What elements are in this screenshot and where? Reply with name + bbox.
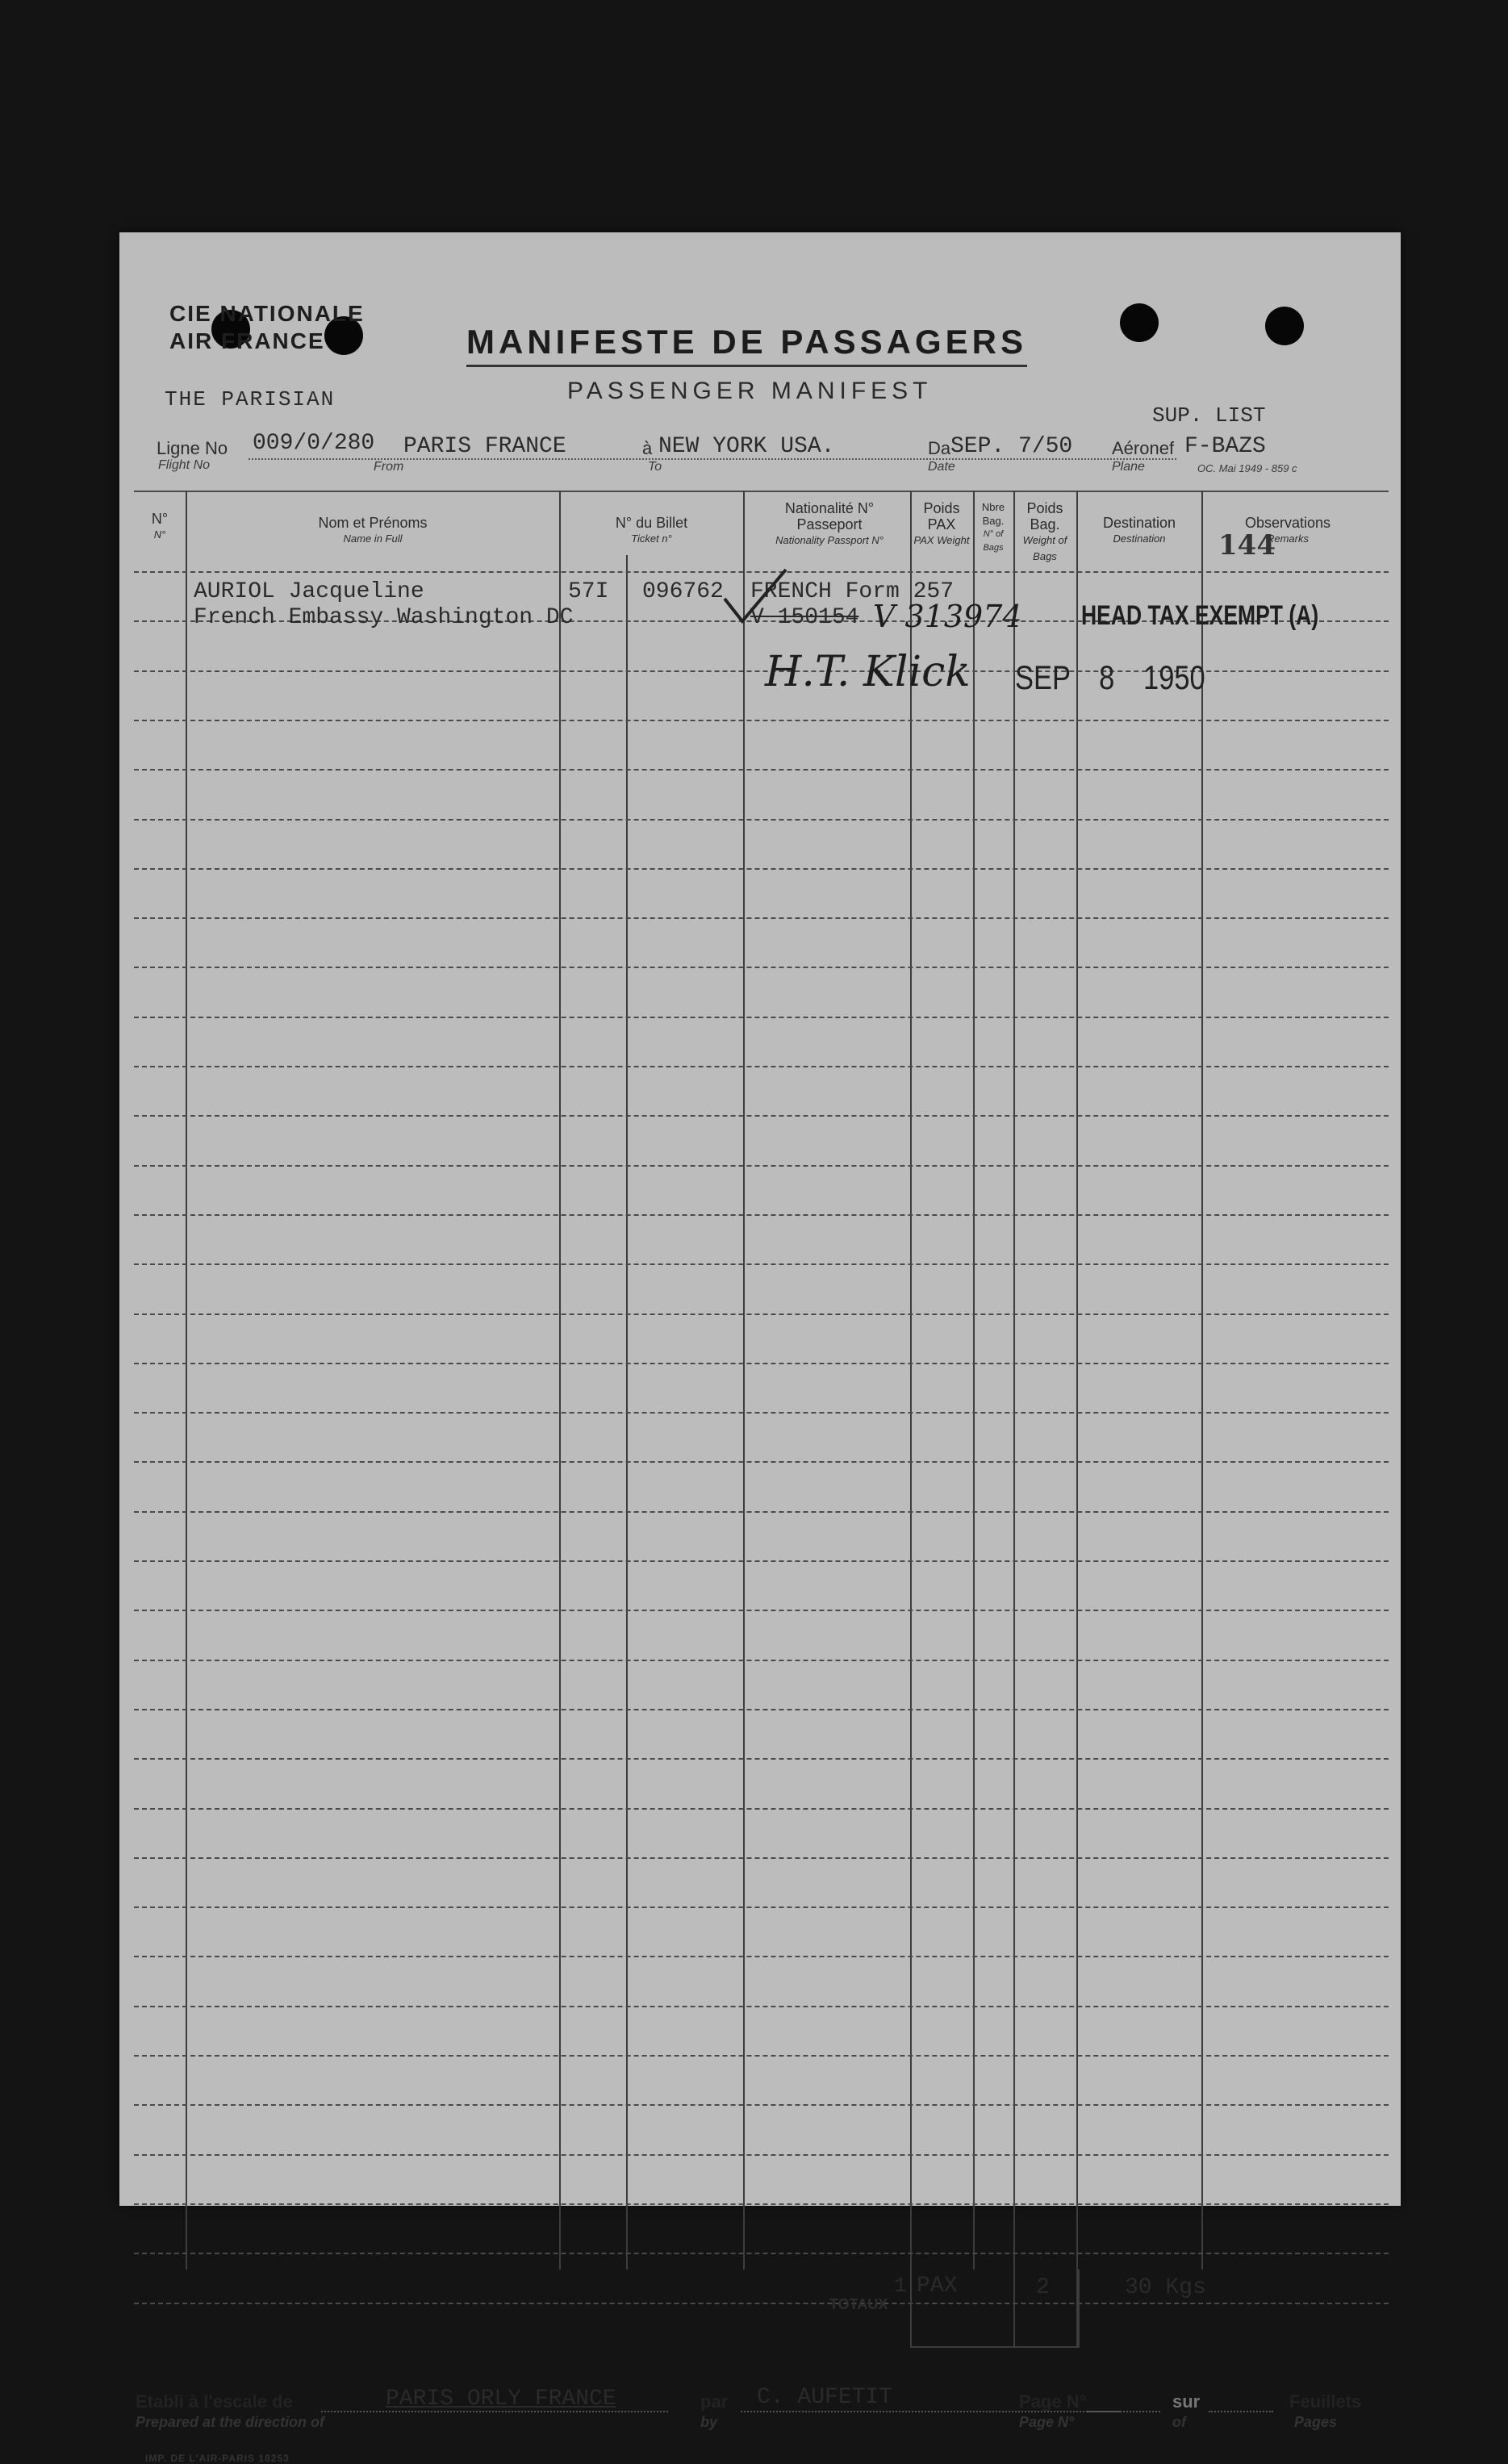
table-row-line [134, 1808, 1389, 1810]
table-row-line [134, 2253, 1389, 2254]
table-row-line [134, 1412, 1389, 1414]
header-bag-weight [1015, 500, 1075, 565]
header-observations-fr: Observations [1244, 515, 1331, 531]
inspector-signature: H.T. Klick [765, 648, 971, 696]
footer-established-label: Etabli à l'escale de [136, 2391, 293, 2412]
passport-handwritten: V 313974 [873, 599, 1022, 634]
check-mark-icon [720, 565, 792, 629]
header-observations-en: Remarks [1266, 532, 1309, 545]
table-row-line [134, 868, 1389, 870]
flight-no-label: Ligne No [157, 438, 228, 458]
table-row-line [134, 2303, 1389, 2304]
col-divider-9 [1201, 491, 1203, 2270]
table-row-line [134, 2006, 1389, 2007]
table-row-line [134, 1511, 1389, 1513]
header-ticket-fr: N° du Billet [615, 515, 688, 531]
table-row-line [134, 2104, 1389, 2106]
header-name [187, 515, 558, 547]
header-name-en: Name in Full [343, 532, 403, 545]
footer-of-label: sur [1172, 2391, 1201, 2412]
table-row-line [134, 1660, 1389, 1661]
header-ticket [561, 515, 742, 547]
footer-page-label-en: Page N° [1019, 2414, 1075, 2430]
header-bags [975, 500, 1012, 555]
header-nationality [757, 500, 902, 549]
table-row-line [134, 1956, 1389, 1957]
table-row-line [134, 769, 1389, 771]
document-title: MANIFESTE DE PASSAGERS [466, 323, 1027, 367]
footer-of-label-en: of [1172, 2414, 1186, 2430]
table-row-line [134, 1263, 1389, 1265]
table-row-line [134, 967, 1389, 968]
table-top-line [134, 491, 1389, 492]
document-subtitle: PASSENGER MANIFEST [567, 378, 933, 404]
company-line-1: CIE NATIONALE [169, 301, 365, 326]
header-destination-en: Destination [1113, 532, 1166, 545]
col-divider-2 [559, 491, 561, 2270]
footer-sheets-label: Feuillets [1289, 2391, 1362, 2412]
header-name-fr: Nom et Prénoms [318, 515, 428, 531]
table-row-line [134, 2154, 1389, 2156]
sup-list-label: SUP. LIST [1152, 403, 1266, 428]
table-row-line [134, 1214, 1389, 1216]
totals-bags: 2 [1036, 2275, 1050, 2300]
footer-page-label: Page N° [1019, 2391, 1087, 2412]
table-row-line [134, 1115, 1389, 1117]
table-row-line [134, 1017, 1389, 1018]
header-pax-weight-fr: Poids PAX [923, 500, 960, 532]
header-pax-weight-en: PAX Weight [913, 534, 970, 546]
totals-label: TOTAUX [829, 2296, 888, 2312]
company-name [169, 300, 365, 355]
punch-hole-right-2 [1265, 307, 1304, 345]
company-line-2: AIR FRANCE [169, 328, 325, 353]
passenger-nationality: FRENCH Form 257 [750, 579, 955, 604]
observations-number: 144 [1218, 529, 1276, 562]
table-row-line [134, 1066, 1389, 1067]
header-number [136, 511, 184, 543]
totals-pax-count: 1 [894, 2274, 907, 2298]
table-row-line [134, 1610, 1389, 1611]
entry-date-stamp: SEP 8 1950 [1015, 658, 1205, 696]
table-row-line [134, 1709, 1389, 1710]
footer-established-label-en: Prepared at the direction of [136, 2414, 325, 2430]
header-pax-weight [912, 500, 971, 549]
punch-hole-right-1 [1120, 303, 1159, 342]
table-row-line [134, 1313, 1389, 1315]
table-row-line [134, 1758, 1389, 1760]
ticket-prefix: 57I [568, 579, 609, 604]
totals-weight: 30 Kgs [1125, 2275, 1206, 2300]
origin-city: PARIS FRANCE [403, 434, 566, 459]
header-destination-fr: Destination [1102, 515, 1176, 531]
footer-page-line [1088, 2411, 1160, 2412]
table-row-line [134, 1857, 1389, 1859]
table-row-line [134, 2055, 1389, 2057]
table-row-line [134, 1461, 1389, 1463]
table-row-line [134, 2203, 1389, 2205]
from-label: From [374, 460, 404, 474]
header-number-en: N° [153, 528, 166, 541]
totals-pax-label: PAX [917, 2274, 958, 2299]
header-nationality-en: Nationality Passport N° [775, 534, 883, 546]
header-nationality-fr: Nationalité N° Passeport [784, 500, 875, 532]
flight-date: SEP. 7/50 [950, 434, 1073, 459]
form-code: OC. Mai 1949 - 859 c [1197, 462, 1297, 474]
aircraft-registration: F-BAZS [1184, 434, 1266, 459]
header-ticket-en: Ticket n° [631, 532, 672, 545]
table-row-line [134, 1363, 1389, 1364]
manifest-sheet [119, 232, 1401, 2464]
flight-no-label-en: Flight No [158, 458, 211, 472]
col-divider-4 [743, 491, 745, 2270]
date-label: Date [928, 460, 955, 474]
header-bags-en: N° of Bags [983, 529, 1004, 553]
service-name: THE PARISIAN [165, 387, 336, 411]
header-number-fr: N° [151, 511, 169, 527]
aircraft-label-en: Plane [1112, 460, 1145, 474]
table-row-line [134, 819, 1389, 821]
footer-by-label: par [700, 2391, 729, 2412]
header-bag-weight-fr: Poids Bag. [1026, 500, 1063, 532]
passenger-address: French Embassy Washington DC [194, 605, 574, 630]
table-row-line [134, 917, 1389, 919]
flight-number: 009/0/280 [253, 431, 375, 456]
col-divider-1 [186, 491, 187, 2270]
header-bag-weight-en: Weight of Bags [1022, 534, 1067, 562]
footer-sheets-line [1209, 2411, 1273, 2412]
col-divider-6 [973, 491, 975, 2270]
footer-by-label-en: by [700, 2414, 718, 2430]
date-prefix: Da [928, 438, 951, 458]
footer-station: PARIS ORLY FRANCE [386, 2387, 616, 2412]
aircraft-label: Aéronef [1112, 438, 1175, 458]
table-row-line [134, 720, 1389, 721]
table-row-line [134, 1906, 1389, 1908]
passport-struck: V 150154 [750, 605, 859, 630]
destination-city: NEW YORK USA. [658, 434, 835, 459]
printer-imprint: IMP. DE L'AIR-PARIS 18253 [145, 2453, 290, 2464]
passenger-name: AURIOL Jacqueline [194, 579, 424, 604]
table-row-line [134, 1165, 1389, 1167]
header-bags-fr: Nbre Bag. [981, 501, 1005, 527]
to-label: To [648, 460, 662, 474]
header-destination [1078, 515, 1201, 547]
table-row-line [134, 1560, 1389, 1562]
destination-remark: HEAD TAX EXEMPT (A) [1081, 600, 1319, 631]
ticket-number: 096762 [642, 579, 724, 604]
to-prefix: à [642, 438, 653, 458]
footer-agent: C. AUFETIT [757, 2385, 893, 2410]
footer-sheets-label-en: Pages [1294, 2414, 1338, 2430]
